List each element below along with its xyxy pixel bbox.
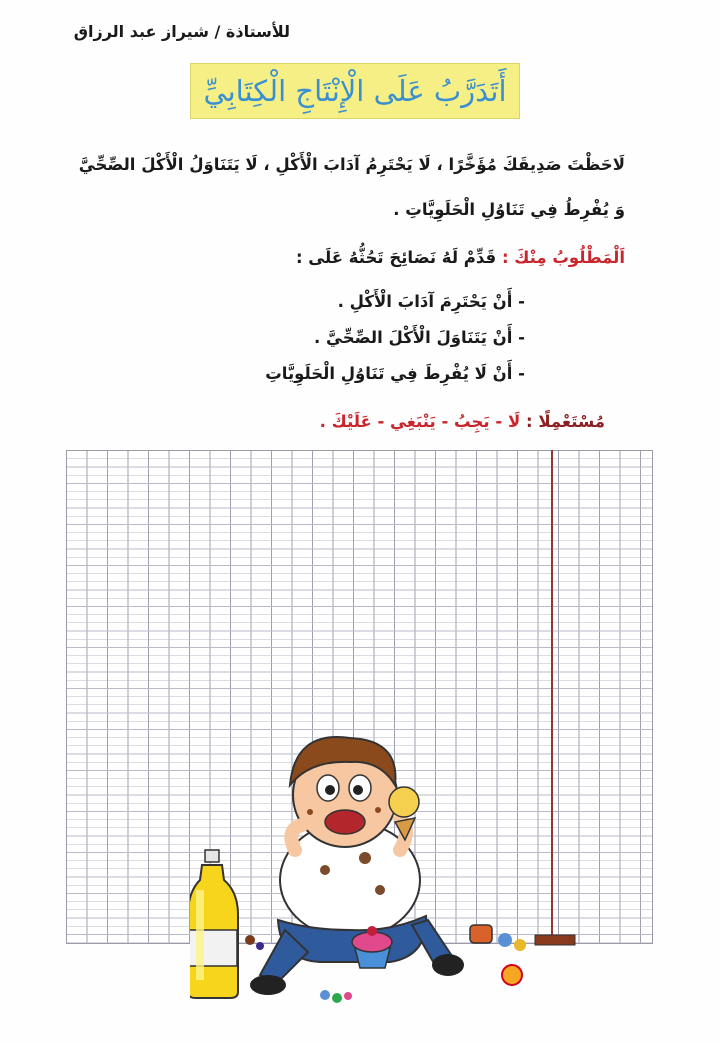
bullet-3: - أَنْ لَا يُفْرِطَ فِي تَنَاوُلِ الْحَلَوِيَّاتِ <box>265 364 525 383</box>
page-title: أَتَدَرَّبُ عَلَى الْإِنْتَاجِ الْكِتَابِيِّ <box>203 74 507 108</box>
required-line <box>296 248 625 267</box>
bullet-1: - أَنْ يَحْتَرِمَ آدَابَ الْأَكْلِ . <box>337 292 525 311</box>
required-label: اَلْمَطْلُوبُ مِنْكَ : <box>501 248 625 267</box>
situation-line-2: وَ يُفْرِطُ فِي تَنَاوُلِ الْحَلَوِيَّاتِ . <box>393 200 625 219</box>
situation-line-1: لَاحَظْتَ صَدِيقَكَ مُؤَخَّرًا ، لَا يَحْتَرِمُ آدَابَ الْأَكْلِ ، لَا يَتَنَاوَلُ الْأَكْلَ الصِّحِّيَّ <box>78 155 625 174</box>
title-box <box>190 63 520 119</box>
using-line <box>320 412 605 431</box>
bullet-2: - أَنْ يَتَنَاوَلَ الْأَكْلَ الصِّحِّيَّ . <box>314 328 525 347</box>
using-words: لَا - يَجِبُ - يَنْبَغِي - عَلَيْكَ . <box>319 412 521 431</box>
using-label: مُسْتَعْمِلًا : <box>526 412 605 431</box>
soda-bottle-icon <box>190 850 238 998</box>
boy-eating-sweets-illustration-icon <box>190 730 590 1020</box>
author-credit: للأستاذة / شيراز عبد الرزاق <box>73 22 290 41</box>
required-text: قَدِّمْ لَهُ نَصَائِحَ تَحُثُّهُ عَلَى : <box>295 248 497 267</box>
